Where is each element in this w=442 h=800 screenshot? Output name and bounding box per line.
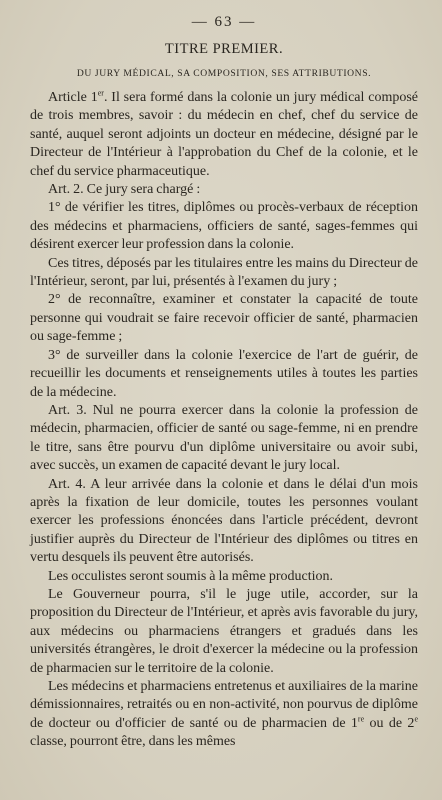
section-subtitle: DU JURY MÉDICAL, SA COMPOSITION, SES ATTRIBUTIONS. [76, 68, 372, 79]
paragraph-article-4: Art. 4. A leur arrivée dans la colonie et dans le délai d'un mois après la fixation de leur domicile, toutes les personnes voulant exercer les professions énoncées dans l'article précédent, devront justifier auprès du Directeur de l'Intérieur des diplômes ou titres en vertu desquels ils peuvent être autorisés. [30, 476, 418, 566]
paragraph-article-2: Art. 2. Ce jury sera chargé : [48, 182, 201, 198]
paragraph-article-1: Article 1er. Il sera formé dans la colonie un jury médical composé de trois membres, savoir : du médecin en chef, chef du service de santé, auquel seront adjoints un docteur en médecine, désigné par le Directeur de l'Intérieur à l'approbation du Chef de la colonie, et le chef du service pharmaceutique. [30, 88, 418, 179]
paragraph-occulistes: Les occulistes seront soumis à la même production. [48, 568, 333, 584]
paragraph-item-2: 2° de reconnaître, examiner et constater la capacité de toute personne qui voudrait se faire recevoir officier de santé, pharmacien ou sage-femme ; [30, 292, 418, 345]
paragraph-titles: Ces titres, déposés par les titulaires entre les mains du Directeur de l'Intérieur, seront, par lui, présentés à l'examen du jury ; [30, 255, 418, 290]
paragraph-article-3: Art. 3. Nul ne pourra exercer dans la colonie la profession de médecin, pharmacien, officier de santé ou sage-femme, ni en prendre le titre, sans être pourvu d'un diplôme universitaire ou avoir subi, avec succès, un examen de capacité devant le jury local. [30, 402, 418, 474]
section-title: TITRE PREMIER. [164, 41, 284, 57]
paragraph-gouverneur: Le Gouverneur pourra, s'il le juge utile, accorder, sur la proposition du Directeur de l'Intérieur, et après avis favorable du jury, aux médecins ou pharmaciens étrangers et gradués dans les universités étrangères, le droit d'exercer la médecine ou la profession de pharmacien sur le territoire de la colonie. [30, 586, 418, 676]
paragraph-medecins-marine: Les médecins et pharmaciens entretenus et auxiliaires de la marine démissionnaires, retraités ou en non-activité, non pourvus de diplôme de docteur ou d'officier de santé ou de pharmacien de 1re ou de 2e classe, pourront être, dans les mêmes [30, 679, 418, 750]
page-number: — 63 — [191, 14, 257, 30]
body-text [30, 89, 418, 752]
paragraph-item-1: 1° de vérifier les titres, diplômes ou procès-verbaux de réception des médecins et pharmaciens, officiers de santé, sages-femmes qui désirent exercer leur profession dans la colonie. [30, 200, 418, 253]
paragraph-item-3: 3° de surveiller dans la colonie l'exercice de l'art de guérir, de recueillir les documents et renseignements utiles à toutes les parties de la médecine. [30, 347, 418, 400]
